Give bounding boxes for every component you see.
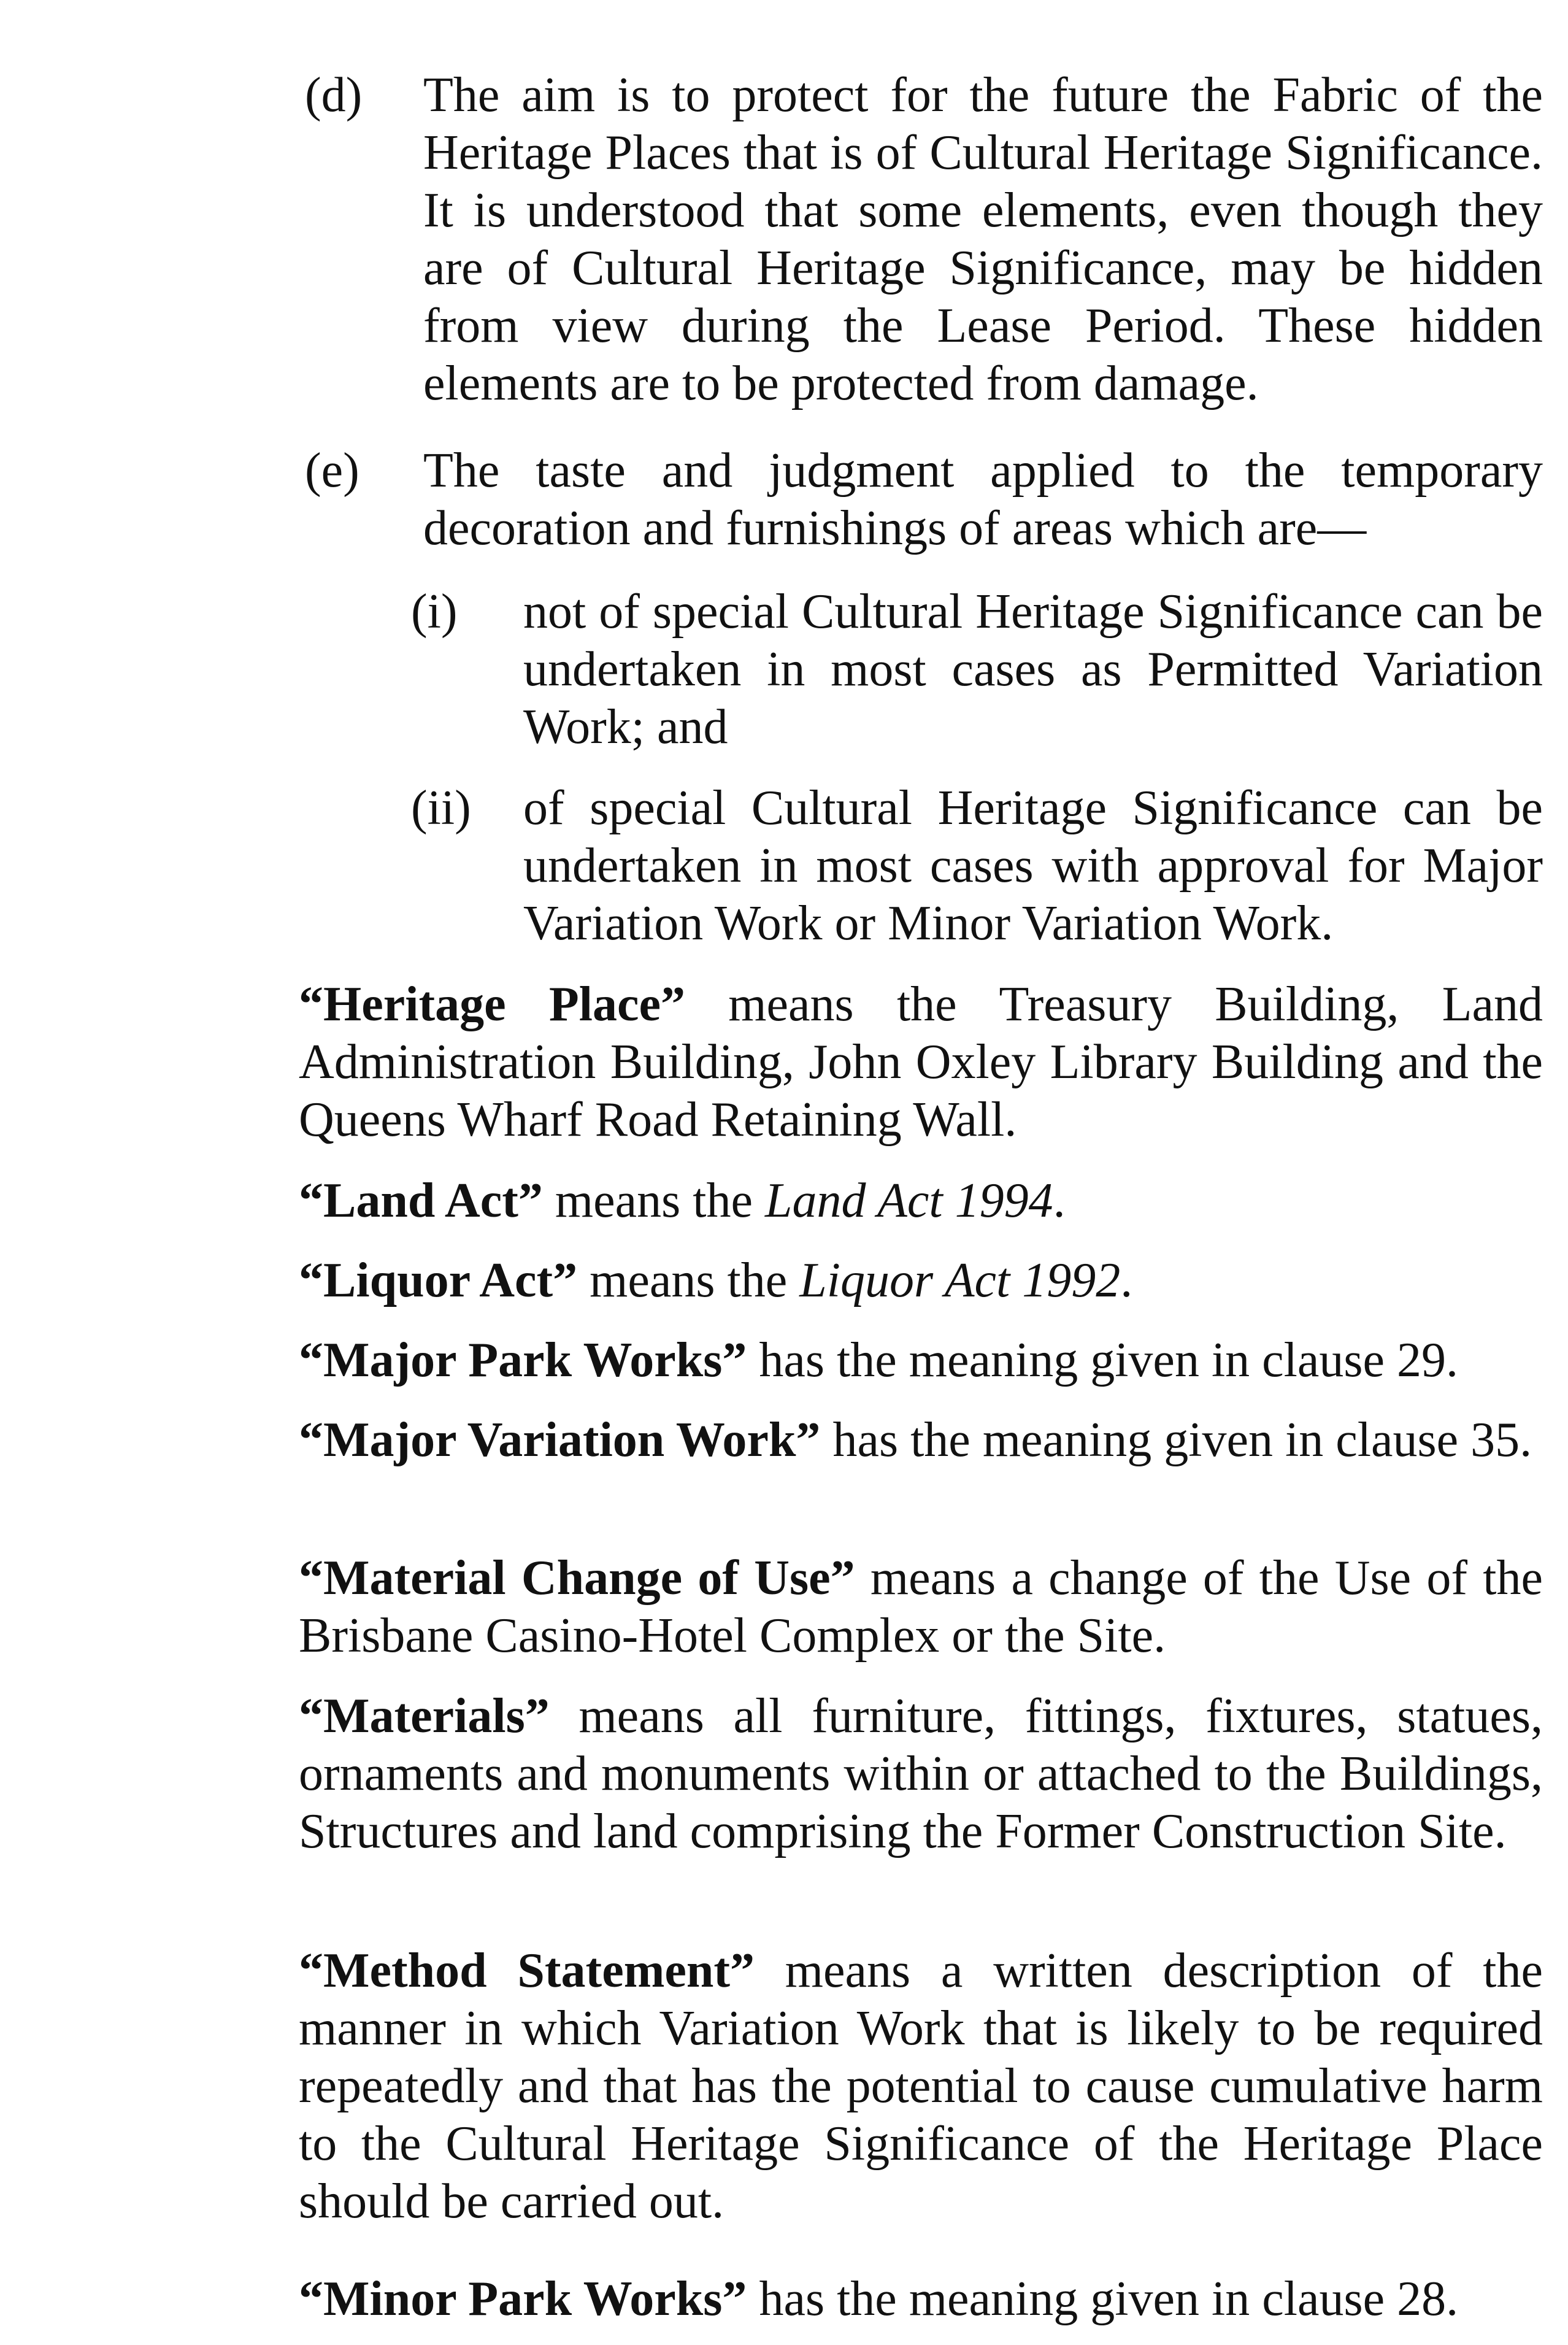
definition-method-statement [299,1942,1543,2230]
definition-text: means a change of the Use of the Brisbane Casino-Hotel Complex or the Site. [299,1551,1543,1663]
definition-term: “Material Change of Use” [299,1551,855,1605]
definition-text-end: . [1053,1174,1066,1228]
subitem-text-ii: of special Cultural Heritage Significance can be undertaken in most cases with approval for Major Variation Work or Minor Variation Work. [523,781,1543,950]
definition-minor-park-works [299,2270,1543,2328]
definition-land-act [299,1172,1543,1230]
definition-text-end: . [1120,1253,1133,1307]
item-label-d: (d) [305,68,363,122]
definition-major-park-works [299,1331,1543,1389]
definition-liquor-act [299,1252,1543,1309]
definition-term: “Major Variation Work” [299,1413,821,1467]
definition-text: means the Treasury Building, Land Administration Building, John Oxley Library Building and the Queens Wharf Road Retaining Wall. [299,977,1543,1147]
subitem-text-i: not of special Cultural Heritage Significance can be undertaken in most cases as Permitted Variation Work; and [523,585,1543,754]
definition-text: means the [542,1174,765,1228]
definition-text: has the meaning given in clause 28. [747,2272,1459,2326]
subitem-label-ii: (ii) [411,781,471,835]
definition-materials [299,1687,1543,1860]
definition-term: “Materials” [299,1689,550,1743]
definition-term: “Major Park Works” [299,1333,747,1387]
act-title: Land Act 1994 [764,1174,1053,1228]
definition-text: means all furniture, fittings, fixtures, statues, ornaments and monuments within or attached to the Buildings, Structures and land comprising the Former Construction Site. [299,1689,1543,1858]
definition-text: means the [577,1253,800,1307]
definition-text: has the meaning given in clause 29. [747,1333,1459,1387]
definition-heritage-place [299,976,1543,1149]
subitem-label-i: (i) [411,585,458,639]
item-label-e: (e) [305,444,359,498]
definition-major-variation-work [299,1411,1543,1469]
item-text-e: The taste and judgment applied to the temporary decoration and furnishings of areas which are— [423,444,1543,555]
definition-term: “Liquor Act” [299,1253,578,1307]
act-title: Liquor Act 1992 [799,1253,1121,1307]
definition-term: “Method Statement” [299,1944,755,1998]
definition-term: “Heritage Place” [299,977,686,1031]
definition-text: means a written description of the manner in which Variation Work that is likely to be required repeatedly and that has the potential to cause cumulative harm to the Cultural Heritage Significance of the Heritage Place should be carried out. [299,1944,1543,2228]
definition-term: “Land Act” [299,1174,543,1228]
definition-term: “Minor Park Works” [299,2272,747,2326]
definition-material-change-of-use [299,1549,1543,1665]
definition-text: has the meaning given in clause 35. [820,1413,1532,1467]
item-text-d: The aim is to protect for the future the Fabric of the Heritage Places that is of Cultural Heritage Significance. It is understood that some elements, even though they are of Cultural Heritage Significance, may be hidden from view during the Lease Period. These hidden elements are to be protected from damage. [423,68,1543,410]
